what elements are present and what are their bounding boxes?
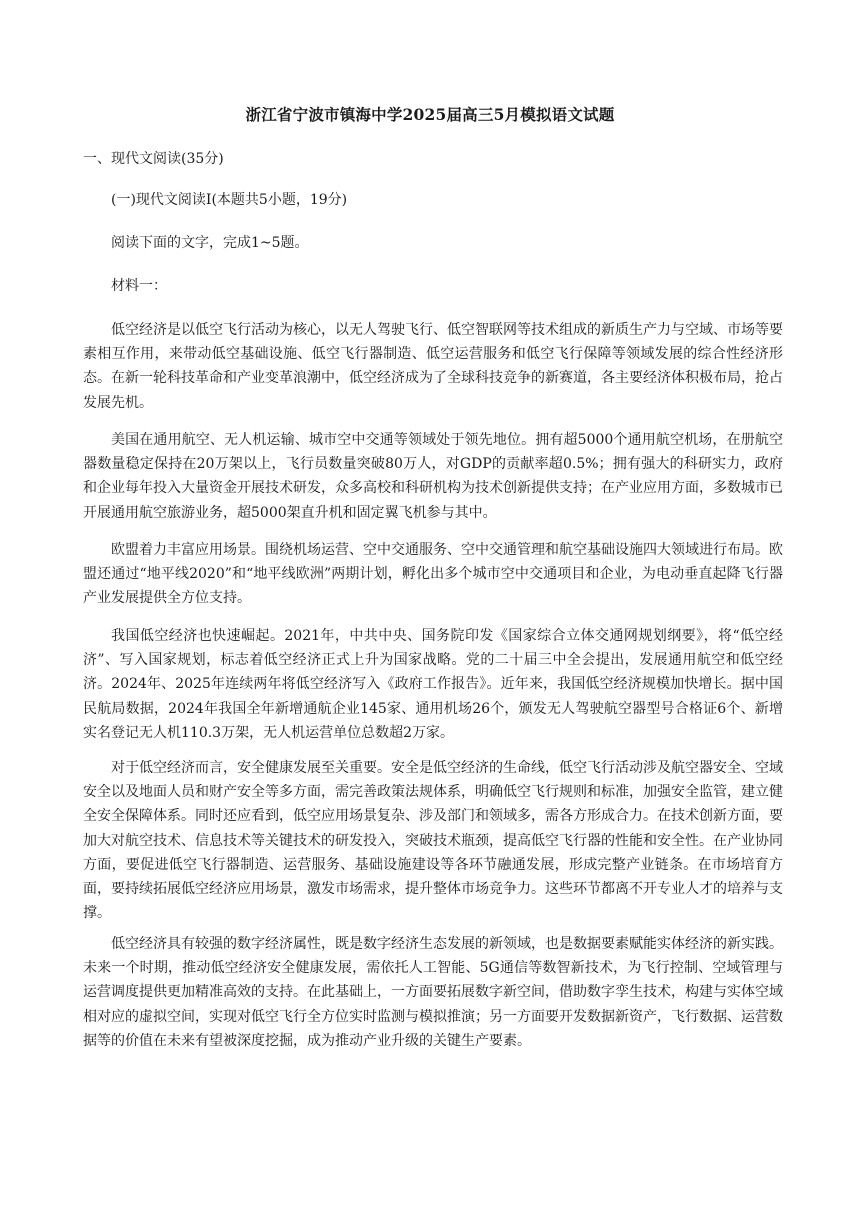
- paragraph-3: 欧盟着力丰富应用场景。围绕机场运营、空中交通服务、空中交通管理和航空基础设施四大领域进行布局。欧盟还通过“地平线2020”和“地平线欧洲”两期计划，孵化出多个城市空中交通项目和企业，为电动垂直起降飞行器产业发展提供全方位支持。: [83, 542, 783, 607]
- material-label: 材料一：: [111, 278, 167, 294]
- document-title: 浙江省宁波市镇海中学2025届高三5月模拟语文试题: [245, 105, 615, 124]
- paragraph-6: 低空经济具有较强的数字经济属性，既是数字经济生态发展的新领域，也是数据要素赋能实体经济的新实践。未来一个时期，推动低空经济安全健康发展，需依托人工智能、5G通信等数智新技术，为飞行控制、空域管理与运营调度提供更加精准高效的支持。在此基础上，一方面要拓展数字新空间，借助数字孪生技术，构建与实体空域相对应的虚拟空间，实现对低空飞行全方位实时监测与模拟推演；另一方面要开发数据新资产，飞行数据、运营数据等的价值在未来有望被深度挖掘，成为推动产业升级的关键生产要素。: [83, 936, 783, 1049]
- reading-instruction: 阅读下面的文字，完成1~5题。: [111, 235, 309, 251]
- paragraph-2: 美国在通用航空、无人机运输、城市空中交通等领域处于领先地位。拥有超5000个通用航空机场，在册航空器数量稳定保持在20万架以上，飞行员数量突破80万人，对GDP的贡献率超0.5%；拥有强大的科研实力，政府和企业每年投入大量资金开展技术研发，众多高校和科研机构为技术创新提供支持；在产业应用方面，多数城市已开展通用航空旅游业务，超5000架直升机和固定翼飞机参与其中。: [83, 432, 783, 521]
- subsection-heading: (一)现代文阅读Ⅰ(本题共5小题，19分): [111, 192, 348, 208]
- paragraph-1: 低空经济是以低空飞行活动为核心，以无人驾驶飞行、低空智联网等技术组成的新质生产力与空域、市场等要素相互作用，来带动低空基础设施、低空飞行器制造、低空运营服务和低空飞行保障等领域发展的综合性经济形态。在新一轮科技革命和产业变革浪潮中，低空经济成为了全球科技竞争的新赛道，各主要经济体积极布局，抢占发展先机。: [83, 322, 783, 411]
- paragraph-5: 对于低空经济而言，安全健康发展至关重要。安全是低空经济的生命线，低空飞行活动涉及航空器安全、空域安全以及地面人员和财产安全等多方面，需完善政策法规体系，明确低空飞行规则和标准，加强安全监管，建立健全安全保障体系。同时还应看到，低空应用场景复杂、涉及部门和领域多，需各方形成合力。在技术创新方面，要加大对航空技术、信息技术等关键技术的研发投入，突破技术瓶颈，提高低空飞行器的性能和安全性。在产业协同方面，要促进低空飞行器制造、运营服务、基础设施建设等各环节融通发展，形成完整产业链条。在市场培育方面，要持续拓展低空经济应用场景，激发市场需求，提升整体市场竞争力。这些环节都离不开专业人才的培养与支撑。: [83, 760, 783, 922]
- section-heading: 一、现代文阅读(35分): [83, 151, 224, 167]
- paragraph-4: 我国低空经济也快速崛起。2021年，中共中央、国务院印发《国家综合立体交通网规划纲要》，将“低空经济”、写入国家规划，标志着低空经济正式上升为国家战略。党的二十届三中全会提出，发展通用航空和低空经济。2024年、2025年连续两年将低空经济写入《政府工作报告》。近年来，我国低空经济规模加快增长。据中国民航局数据，2024年我国全年新增通航企业145家、通用机场26个，颁发无人驾驶航空器型号合格证6个、新增实名登记无人机110.3万架，无人机运营单位总数超2万家。: [83, 628, 783, 741]
